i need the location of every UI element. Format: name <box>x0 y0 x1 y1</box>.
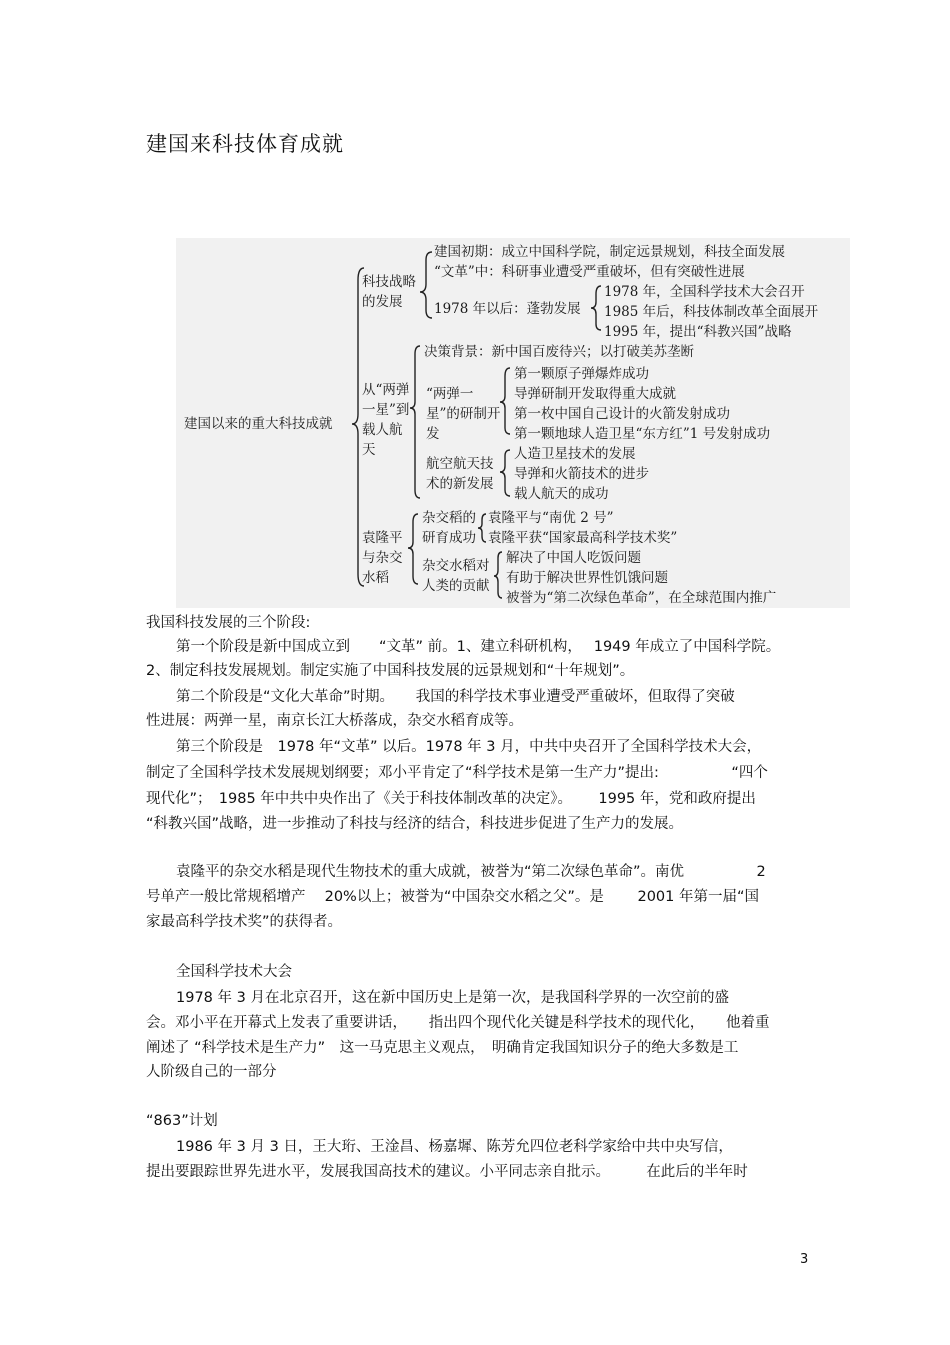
brace-b1-after78 <box>591 286 601 330</box>
two-bombs-item: 第一颗地球人造卫星“东方红”1 号发射成功 <box>514 426 771 442</box>
paragraph-line: 制定了全国科学技术发展规划纲要；邓小平肯定了“科学技术是第一生产力”提出: “四个 <box>146 765 768 781</box>
aerospace-item: 载人航天的成功 <box>514 486 609 502</box>
strategy-item: 1978 年，全国科学技术大会召开 <box>604 284 805 300</box>
brace-b1 <box>420 252 432 318</box>
contribution-item: 被誉为“第二次绿色革命”，在全球范围内推广 <box>506 590 777 606</box>
aerospace-item: 人造卫星技术的发展 <box>514 446 636 462</box>
strategy-item: 1995 年，提出“科教兴国”战略 <box>604 324 792 340</box>
paragraph-line: 第三个阶段是 1978 年“文革” 以后。1978 年 3 月，中共中央召开了全国科学技术大会， <box>176 739 762 755</box>
strategy-early-text: 建国初期：成立中国科学院，制定远景规划，科技全面发展 <box>434 244 785 260</box>
contribution-item: 有助于解决世界性饥饿问题 <box>506 570 668 586</box>
hybrid-rice-item: 袁隆平与“南优 2 号” <box>488 510 614 526</box>
aerospace-item: 导弹和火箭技术的进步 <box>514 466 649 482</box>
paragraph-line: 提出要跟踪世界先进水平，发展我国高技术的建议。小平同志亲自批示。 在此后的半年时 <box>146 1164 748 1180</box>
paragraph-line: 第一个阶段是新中国成立到 “文革” 前。1、建立科研机构， 1949 年成立了中国科学院。 <box>176 639 781 655</box>
strategy-after78-text: 1978 年以后：蓬勃发展 <box>434 301 581 317</box>
two-bombs-item: 导弹研制开发取得重大成就 <box>514 386 676 402</box>
paragraph-line: “科教兴国”战略，进一步推动了科技与经济的结合，科技进步促进了生产力的发展。 <box>146 816 684 832</box>
paragraph-line: 1978 年 3 月在北京召开，这在新中国历史上是第一次，是我国科学界的一次空前的盛 <box>176 990 729 1006</box>
paragraph-line: 人阶级自己的一部分 <box>146 1064 277 1080</box>
hybrid-rice-contribution-label: 杂交水稻对人类的贡献 <box>422 558 490 594</box>
contribution-item: 解决了中国人吃饭问题 <box>506 550 641 566</box>
paragraph-line: 性进展：两弹一星，南京长江大桥落成，杂交水稻育成等。 <box>146 713 523 729</box>
strategy-item: 1985 年后，科技体制改革全面展开 <box>604 304 819 320</box>
paragraph-line: 会。邓小平在开幕式上发表了重要讲话， 指出四个现代化关键是科学技术的现代化， 他着重 <box>146 1015 770 1031</box>
strategy-culrev-text: “文革”中：科研事业遭受严重破坏，但有突破性进展 <box>434 264 745 280</box>
paragraph-line: 号单产一般比常规稻增产 20%以上；被誉为“中国杂交水稻之父”。是 2001 年第一届“国 <box>146 889 759 905</box>
paragraph-line: 袁隆平的杂交水稻是现代生物技术的重大成就，被誉为“第二次绿色革命”。南优 2 <box>176 864 766 880</box>
section-heading: 全国科学技术大会 <box>176 964 292 980</box>
page-number: 3 <box>800 1252 809 1267</box>
paragraph-line: 2、制定科技发展规划。制定实施了中国科技发展的远景规划和“十年规划”。 <box>146 663 635 679</box>
paragraph-line: 第二个阶段是“文化大革命”时期。 我国的科学技术事业遭受严重破坏，但取得了突破 <box>176 689 735 705</box>
aerospace-label: 航空航天技术的新发展 <box>426 456 494 492</box>
two-bombs-one-star-label: “两弹一星”的研制开发 <box>426 386 501 442</box>
paragraph-line: 1986 年 3 月 3 日，王大珩、王淦昌、杨嘉墀、陈芳允四位老科学家给中共中央写信， <box>176 1139 733 1155</box>
two-bombs-item: 第一颗原子弹爆炸成功 <box>514 366 649 382</box>
space-background-text: 决策背景：新中国百废待兴；以打破美苏垄断 <box>424 344 694 360</box>
page-title: 建国来科技体育成就 <box>146 132 344 156</box>
branch-rice-label: 袁隆平与杂交水稻 <box>362 530 403 586</box>
paragraph-line: 我国科技发展的三个阶段: <box>146 615 311 631</box>
paragraph-line: 家最高科学技术奖”的获得者。 <box>146 914 343 930</box>
knowledge-diagram <box>176 238 850 608</box>
hybrid-rice-item: 袁隆平获“国家最高科学技术奖” <box>488 530 678 546</box>
branch-strategy-label: 科技战略的发展 <box>362 274 416 310</box>
two-bombs-item: 第一枚中国自己设计的火箭发射成功 <box>514 406 730 422</box>
paragraph-line: 阐述了 “科学技术是生产力” 这一马克思主义观点， 明确肯定我国知识分子的绝大多数是工 <box>146 1040 739 1056</box>
diagram-root-label: 建国以来的重大科技成就 <box>184 416 333 432</box>
section-heading: “863”计划 <box>146 1113 218 1129</box>
paragraph-line: 现代化”； 1985 年中共中央作出了《关于科技体制改革的决定》。 1995 年，党和政府提出 <box>146 791 756 807</box>
hybrid-rice-success-label: 杂交稻的研育成功 <box>422 510 476 546</box>
branch-space-label: 从“两弹一星”到载人航天 <box>362 382 410 458</box>
